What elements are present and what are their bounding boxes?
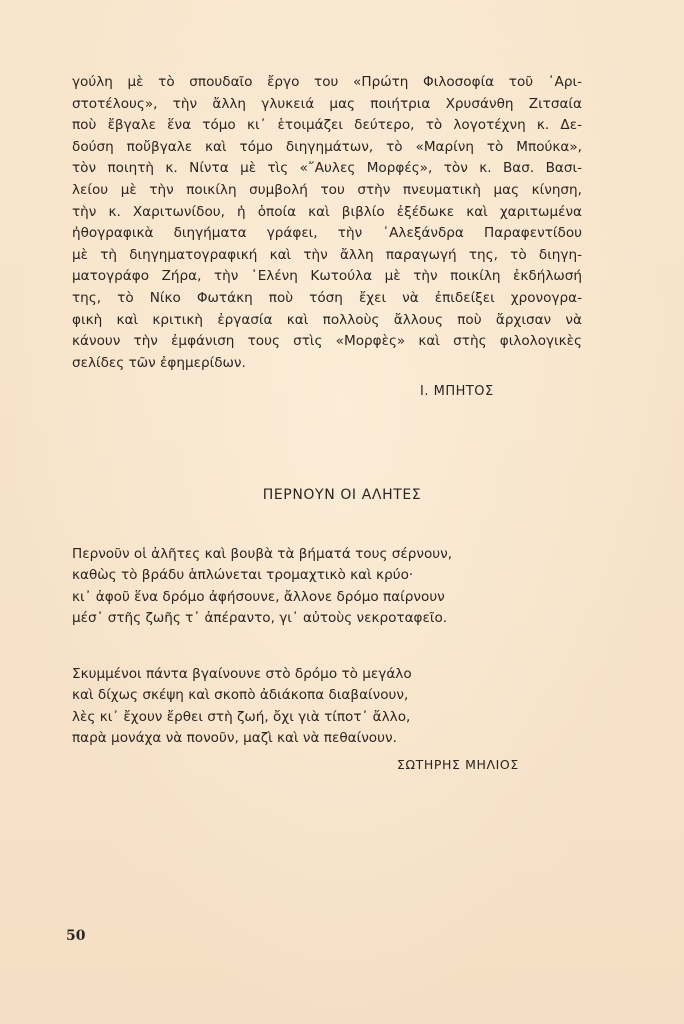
text-line: μὲ τὴ διηγηματογραφική καὶ τὴν ἄλλη παραγωγή της, τὸ διηγη- [72, 246, 582, 263]
text-line: κάνουν τὴν ἐμφάνιση τους στὶς «Μορφὲς» καὶ στὴς φιλολογικὲς [72, 333, 582, 350]
article-author-signature: Ι. ΜΠΗΤΟΣ [420, 384, 494, 399]
verse-line: καὶ δίχως σκέψη καὶ σκοπὸ ἀδιάκοπα διαβαίνουν, [72, 687, 409, 704]
text-line: ποὺ ἔβγαλε ἕνα τόμο κι᾽ ἑτοιμάζει δεύτερο, τὸ λογοτέχνη κ. Δε- [72, 117, 582, 134]
poem-author-signature: ΣΩΤΗΡΗΣ ΜΗΛΙΟΣ [397, 757, 519, 772]
text-line: ἠθογραφικὰ διηγήματα γράφει, τὴν ᾿Αλεξάνδρα Παραφεντίδου [72, 225, 582, 242]
verse-line: μέσ᾽ στῆς ζωῆς τ᾽ ἀπέραντο, γι᾽ αὐτοὺς νεκροταφεῖο. [72, 610, 448, 627]
text-line: της, τὸ Νίκο Φωτάκη ποὺ τόση ἔχει νὰ ἐπιδείξει χρονογρα- [72, 289, 582, 306]
poem-title: ΠΕΡΝΟΥΝ ΟΙ ΑΛΗΤΕΣ [262, 487, 422, 503]
page-number: 50 [66, 928, 86, 944]
poem-stanza-1 [72, 544, 542, 630]
text-line: φικὴ καὶ κριτικὴ ἐργασία καὶ πολλοὺς ἄλλους ποὺ ἄρχισαν νὰ [72, 311, 582, 328]
verse-line: καθὼς τὸ βράδυ ἁπλώνεται τρομαχτικὸ καὶ κρύο· [72, 567, 414, 584]
text-line: ματογράφο Ζήρα, τὴν ῾Ελένη Κωτούλα μὲ τὴν ποικίλη ἐκδήλωσή [72, 268, 582, 285]
text-line: τὴν κ. Χαριτωνίδου, ἡ ὁποία καὶ βιβλίο ἐξέδωκε καὶ χαριτωμένα [72, 203, 582, 220]
verse-line: κι᾽ ἀφοῦ ἕνα δρόμο ἀφήσουνε, ἄλλονε δρόμο παίρνουν [72, 588, 445, 605]
text-line: στοτέλους», τὴν ἄλλη γλυκειά μας ποιήτρια Χρυσάνθη Ζιτσαία [72, 95, 582, 112]
verse-line: Σκυμμένοι πάντα βγαίνουνε στὸ δρόμο τὸ μεγάλο [72, 666, 412, 682]
verse-line: παρὰ μονάχα νὰ πονοῦν, μαζὶ καὶ νὰ πεθαίνουν. [72, 730, 397, 747]
article-text [72, 72, 582, 374]
text-line: σελίδες τῶν ἐφημερίδων. [72, 354, 246, 371]
verse-line: Περνοῦν οἱ ἀλῆτες καὶ βουβὰ τὰ βήματά τους σέρνουν, [72, 546, 453, 562]
text-line: δούση ποὔβγαλε καὶ τόμο διηγημάτων, τὸ «Μαρίνη τὸ Μπούκα», [72, 138, 582, 155]
text-line: λείου μὲ τὴν ποικίλη συμβολή του στὴν πνευματικὴ μας κίνηση, [72, 181, 582, 198]
poem-stanza-2 [72, 664, 542, 750]
text-line: τὸν ποιητὴ κ. Νίντα μὲ τὶς «῎Αυλες Μορφές», τὸν κ. Βασ. Βασι- [72, 160, 582, 177]
verse-line: λὲς κι᾽ ἔχουν ἔρθει στὴ ζωή, ὄχι γιὰ τίποτ᾽ ἄλλο, [72, 708, 411, 725]
text-line: γούλη μὲ τὸ σπουδαῖο ἔργο του «Πρώτη Φιλοσοφία τοῦ ᾿Αρι- [72, 74, 582, 90]
